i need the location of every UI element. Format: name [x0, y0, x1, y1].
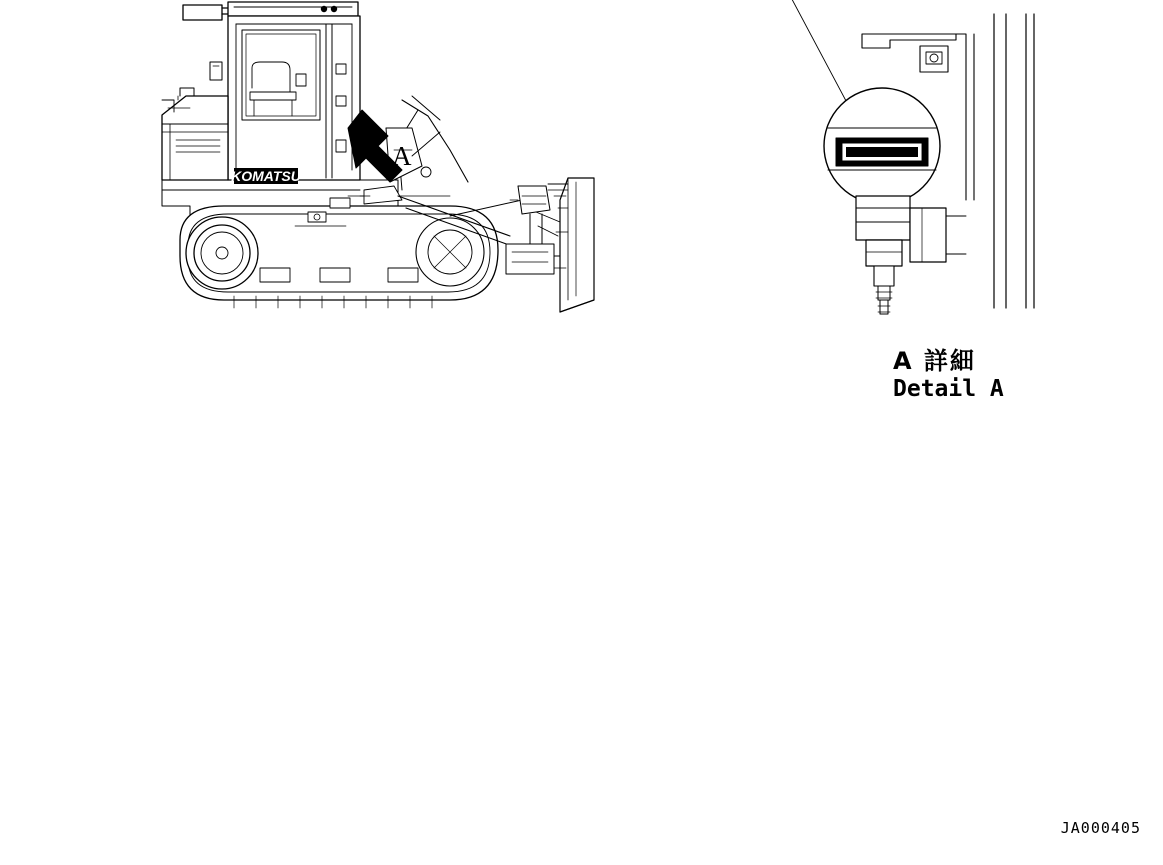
- drawing-number: JA000405: [1060, 819, 1141, 837]
- detail-a-caption: [893, 348, 1123, 402]
- detail-a-view: [770, 0, 1090, 340]
- svg-text:KOMATSU: KOMATSU: [231, 168, 301, 184]
- brand-logo-plate: [231, 168, 302, 184]
- detail-caption-en: Detail A: [893, 375, 1004, 402]
- callout-letter-a: A: [392, 141, 412, 171]
- detail-caption-jp: A 詳細: [893, 347, 976, 375]
